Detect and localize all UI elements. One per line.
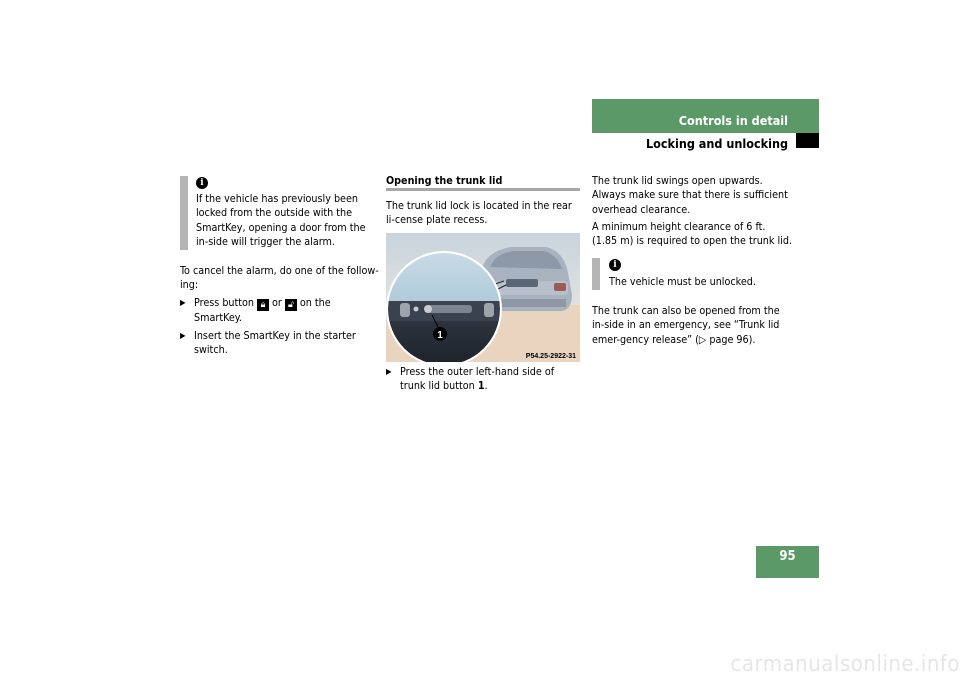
image-code: P54.25-2922-31 [525, 353, 576, 360]
watermark: carmanualsonline.info [730, 652, 960, 677]
info-note-text: If the vehicle has previously been locked from the outside with the SmartKey, opening a door from the in-side will trigger the alarm. [196, 192, 366, 248]
clearance-line-1: A minimum height clearance of 6 ft. [592, 220, 766, 233]
lock-icon: 🔒︎ [257, 299, 269, 311]
trunk-illustration [386, 233, 580, 362]
header-marker [796, 133, 819, 148]
bullet-insert-key [180, 329, 370, 358]
emergency-release-para: The trunk can also be opened from the in-side in an emergency, see “Trunk lid emer-gency release” (▷ page 96). [592, 304, 780, 346]
callout-number: 1 [437, 330, 443, 341]
section-heading: Opening the trunk lid [386, 174, 503, 187]
triangle-bullet-icon: ▶ [386, 367, 392, 376]
bullet2-text: Insert the SmartKey in the starter switch. [194, 329, 356, 357]
middle-body: The trunk lid lock is located in the rear li-cense plate recess. [386, 199, 572, 227]
triangle-bullet-icon: ▶ [180, 298, 186, 307]
bullet1-pre: Press button [194, 296, 255, 309]
bullet-press-button [180, 296, 376, 325]
subsection-title: Locking and unlocking [645, 136, 788, 151]
bullet-trunk-post: . [484, 379, 488, 393]
unlocked-note: The vehicle must be unlocked. [609, 275, 756, 288]
bullet-press-trunk [386, 365, 580, 394]
bullet-trunk-pre: Press the outer left-hand side of trunk lid button [400, 365, 555, 393]
clearance-line-2: (1.85 m) is required to open the trunk lid. [592, 234, 793, 247]
section-title: Controls in detail [678, 113, 788, 128]
info-icon: i [609, 259, 621, 271]
trunk-swing-para: The trunk lid swings open upwards. Always make sure that there is sufficient overhead clearance. [592, 174, 788, 216]
page-number: 95 [779, 549, 796, 564]
bullet1-mid: or [272, 296, 282, 309]
trunk-lock-illustration [386, 233, 580, 362]
info-note-bar [180, 176, 188, 250]
bullet-text [194, 296, 376, 325]
alarm-intro: To cancel the alarm, do one of the follow-ing: [180, 264, 379, 292]
bullet-trunk-num: 1 [477, 379, 485, 393]
triangle-bullet-icon: ▶ [180, 331, 186, 340]
info-note-bar-2 [592, 258, 600, 290]
bullet1-post: on the SmartKey. [194, 296, 331, 324]
bullet-trunk-text [400, 365, 580, 394]
heading-rule [386, 188, 580, 191]
info-icon: i [196, 177, 208, 189]
unlock-icon: 🔓︎ [285, 299, 297, 311]
